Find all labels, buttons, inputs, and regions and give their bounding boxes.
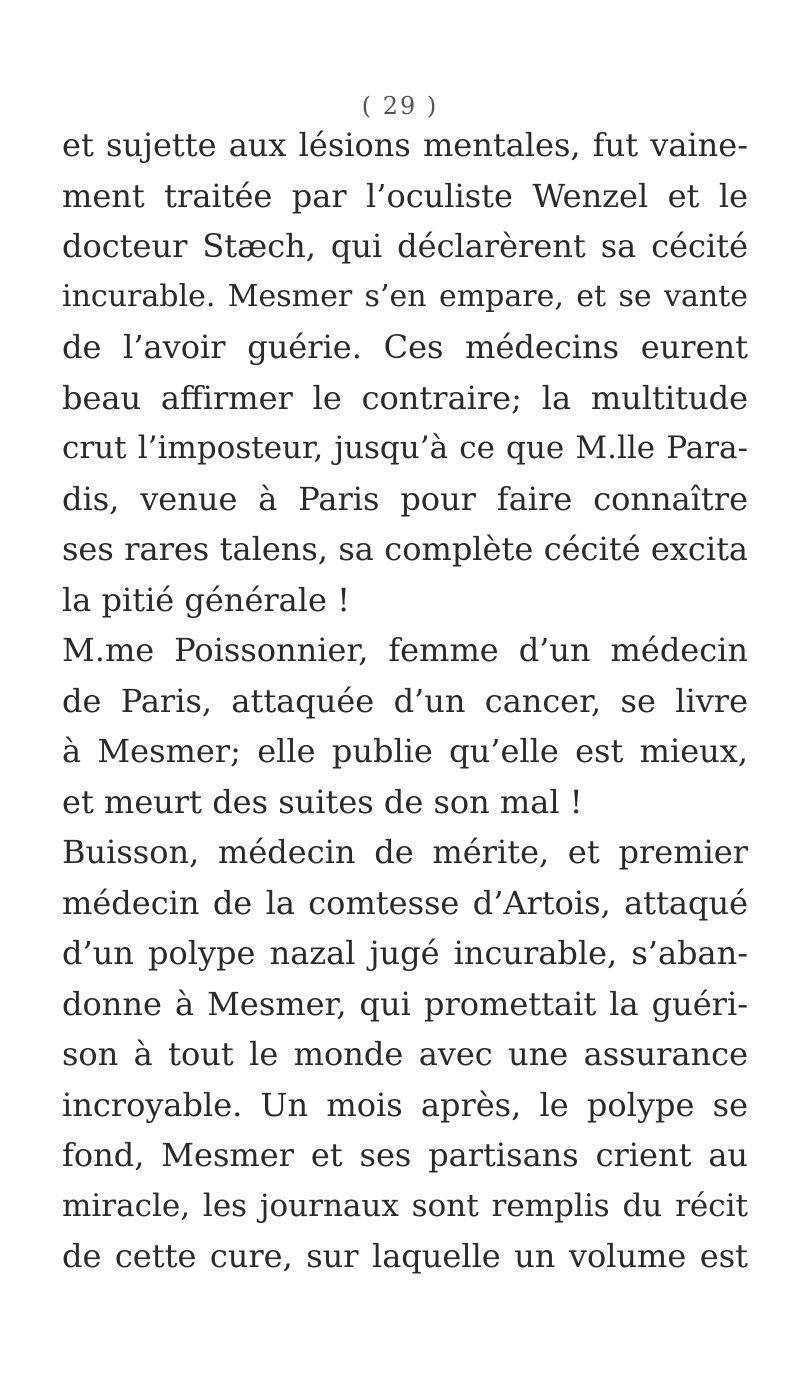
text-line: la pitié générale !	[62, 580, 350, 619]
text-line: son à tout le monde avec une assurance	[62, 1035, 748, 1073]
text-line: docteur Stæch, qui déclarèrent sa cécité	[62, 227, 748, 265]
body-text	[62, 120, 748, 1282]
text-line: crut l’imposteur, jusqu’à ce que M.lle Para-	[62, 430, 748, 466]
text-line: de Paris, attaquée d’un cancer, se livre	[62, 681, 748, 720]
text-line: beau affirmer le contraire; la multitude	[62, 378, 748, 417]
text-line: de l’avoir guérie. Ces médecins eurent	[62, 328, 748, 366]
text-line: fond, Mesmer et ses partisans crient au	[62, 1136, 748, 1174]
text-line: de cette cure, sur laquelle un volume est	[62, 1237, 748, 1275]
text-line: donne à Mesmer, qui promettait la guéri-	[62, 984, 748, 1023]
text-line: médecin de la comtesse d’Artois, attaqué	[62, 883, 748, 922]
text-line: ses rares talens, sa complète cécité excita	[62, 530, 748, 568]
text-line: M.me Poissonnier, femme d’un médecin	[62, 631, 748, 669]
text-line: incurable. Mesmer s’en empare, et se vante	[62, 278, 748, 314]
text-line: ment traitée par l’oculiste Wenzel et le	[62, 176, 748, 215]
page-number: ( 29 )	[361, 92, 439, 120]
text-line: dis, venue à Paris pour faire connaître	[62, 479, 748, 518]
text-line: à Mesmer; elle publie qu’elle est mieux,	[62, 732, 748, 770]
text-line: incroyable. Un mois après, le polype se	[62, 1085, 748, 1124]
text-line: Buisson, médecin de mérite, et premier	[62, 833, 748, 871]
text-line: et meurt des suites de son mal !	[62, 782, 583, 821]
text-line: et sujette aux lésions mentales, fut vaine-	[62, 126, 748, 164]
text-line: d’un polype nazal jugé incurable, s’aban-	[62, 934, 748, 972]
text-line: miracle, les journaux sont remplis du récit	[62, 1187, 748, 1224]
